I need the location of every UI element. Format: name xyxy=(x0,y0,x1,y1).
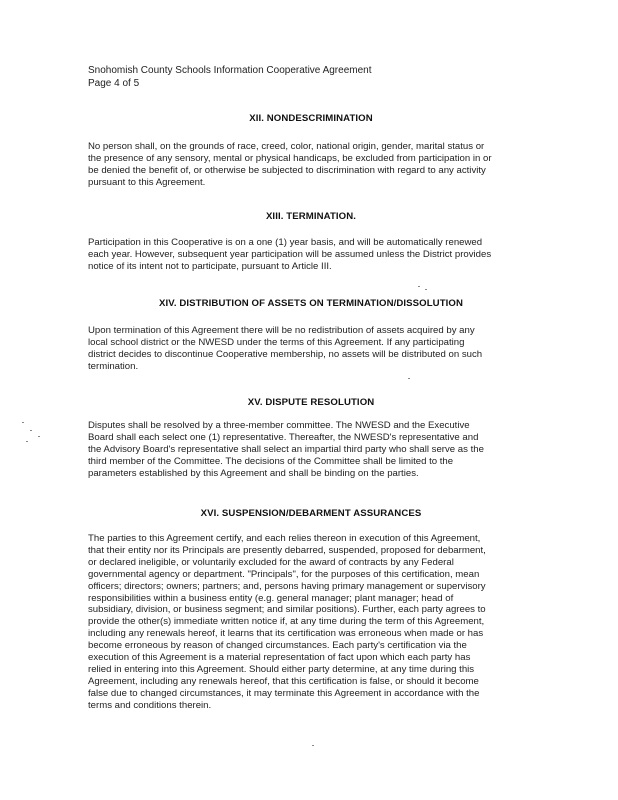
document-title: Snohomish County Schools Information Cooperative Agreement xyxy=(88,65,372,76)
section-heading-distribution-of-assets: XIV. DISTRIBUTION OF ASSETS ON TERMINATION/DISSOLUTION xyxy=(158,298,464,309)
body-line: the presence of any sensory, mental or physical handicaps, be excluded from participation in or xyxy=(88,152,492,164)
body-line: that their entity nor its Principals are presently debarred, suspended, proposed for debarment, xyxy=(88,544,486,556)
scan-speck xyxy=(22,422,24,423)
body-line: officers; directors; owners; partners; and, persons having primary management or supervisory xyxy=(88,580,486,592)
body-line: false due to changed circumstances, it may terminate this Agreement in accordance with the xyxy=(88,687,480,699)
body-line: terms and conditions therein. xyxy=(88,699,212,711)
body-line: subsidiary, division, or business segment; and similar positions). Further, each party agrees to xyxy=(88,604,486,616)
body-line: parameters established by this Agreement and shall be binding on the parties. xyxy=(88,467,419,479)
section-heading-dispute-resolution: XV. DISPUTE RESOLUTION xyxy=(247,397,375,408)
body-line: Upon termination of this Agreement there will be no redistribution of assets acquired by any xyxy=(88,325,475,336)
section-heading-nondiscrimination: XII. NONDESCRIMINATION xyxy=(249,113,373,124)
body-line: Disputes shall be resolved by a three-member committee. The NWESD and the Executive xyxy=(88,420,470,431)
section-body-distribution-of-assets xyxy=(88,325,536,373)
body-line: be denied the benefit of, or otherwise be subjected to discrimination with regard to any activity xyxy=(88,164,486,176)
body-line: district decides to discontinue Cooperative membership, no assets will be distributed on such xyxy=(88,348,483,360)
body-line: or declared ineligible, or voluntarily excluded for the award of contracts by any Federal xyxy=(88,556,454,568)
section-body-suspension-debarment xyxy=(88,533,536,712)
body-line: local school district or the NWESD under the terms of this Agreement. If any participating xyxy=(88,336,465,348)
body-line: Board shall each select one (1) representative. Thereafter, the NWESD's representative and xyxy=(88,431,479,443)
body-line: governmental agency or department. "Principals", for the purposes of this certification, mean xyxy=(88,568,480,580)
body-line: third member of the Committee. The decisions of the Committee shall be limited to the xyxy=(88,455,454,467)
section-heading-suspension-debarment: XVI. SUSPENSION/DEBARMENT ASSURANCES xyxy=(200,508,422,519)
body-line: The parties to this Agreement certify, and each relies thereon in execution of this Agreement, xyxy=(88,533,481,544)
body-line: notice of its intent not to participate, pursuant to Article III. xyxy=(88,260,332,272)
body-line: Agreement, including any renewals hereof, that this certification is false, or should it become xyxy=(88,675,479,687)
body-line: provide the other(s) immediate written notice if, at any time during the term of this Agreement, xyxy=(88,616,485,628)
body-line: relied in entering into this Agreement. Should either party determine, at any time during this xyxy=(88,663,475,675)
body-line: No person shall, on the grounds of race, creed, color, national origin, gender, marital status or xyxy=(88,141,485,152)
scan-speck xyxy=(38,436,40,437)
section-heading-termination: XIII. TERMINATION. xyxy=(265,211,357,222)
body-line: the Advisory Board's representative shall select an impartial third party who shall serve as the xyxy=(88,443,484,455)
body-line: including any renewals hereof, it learns that its certification was erroneous when made or has xyxy=(88,628,484,640)
scan-speck xyxy=(26,441,28,442)
page-header xyxy=(88,65,372,90)
section-body-termination xyxy=(88,237,536,273)
body-line: execution of this Agreement is a material representation of fact upon which each party has xyxy=(88,652,471,664)
page-number: Page 4 of 5 xyxy=(88,77,140,89)
body-line: responsibilities within a business entity (e.g. general manager; plant manager; head of xyxy=(88,592,454,604)
scan-speck xyxy=(312,745,314,746)
body-line: pursuant to this Agreement. xyxy=(88,176,206,188)
scan-speck xyxy=(418,286,420,287)
body-line: each year. However, subsequent year participation will be assumed unless the District provides xyxy=(88,248,492,260)
body-line: termination. xyxy=(88,360,139,372)
scan-speck xyxy=(30,430,32,431)
section-body-dispute-resolution xyxy=(88,420,536,480)
body-line: Participation in this Cooperative is on a one (1) year basis, and will be automatically renewed xyxy=(88,237,483,248)
section-body-nondiscrimination xyxy=(88,141,536,189)
scan-speck xyxy=(425,289,427,290)
scan-speck xyxy=(408,378,410,379)
body-line: become erroneous by reason of changed circumstances. Each party's certification via the xyxy=(88,640,467,652)
